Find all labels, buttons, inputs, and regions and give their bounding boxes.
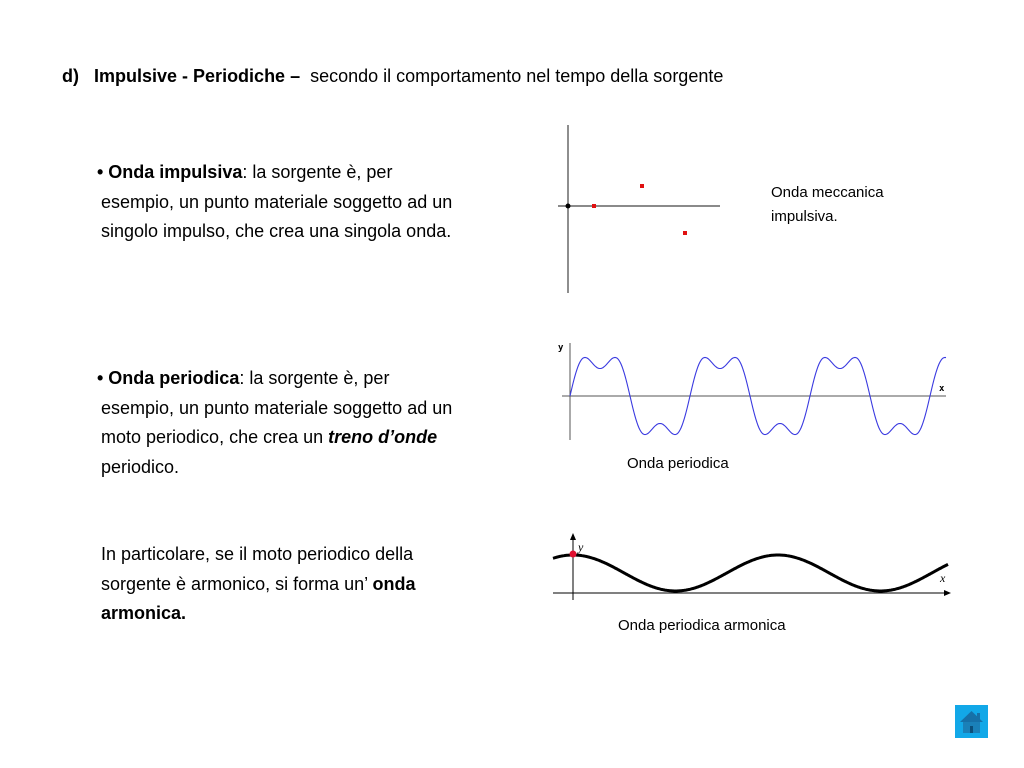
text-line: moto periodico, che crea un <box>101 427 329 447</box>
text-line: esempio, un punto materiale soggetto ad un <box>101 191 453 212</box>
x-axis-label: x <box>939 384 945 394</box>
title-bold: Impulsive - Periodiche – <box>94 66 301 86</box>
text-line: esempio, un punto materiale soggetto ad un <box>101 397 453 418</box>
text-line: periodico. <box>101 456 180 477</box>
impulsive-term: • Onda impulsiva <box>97 162 243 182</box>
text-line: : la sorgente è, per <box>239 368 390 388</box>
caption-line: Onda meccanica <box>771 184 884 201</box>
emphasis-text: treno d’onde <box>328 427 438 447</box>
harmonic-diagram <box>553 533 951 600</box>
impulsive-caption <box>771 181 884 229</box>
y-arrow-icon <box>570 533 576 540</box>
periodic-diagram <box>558 343 946 440</box>
y-axis-label: y <box>558 343 564 353</box>
text-line: In particolare, se il moto periodico della <box>101 544 414 564</box>
bold-text: onda <box>372 573 416 594</box>
source-point <box>566 204 571 209</box>
particle-marker <box>683 231 687 235</box>
text-line: sorgente è armonico, si forma un’ <box>101 573 373 594</box>
title-rest: secondo il comportamento nel tempo della sorgente <box>310 66 724 86</box>
impulsive-diagram <box>558 125 720 293</box>
home-icon <box>955 705 988 738</box>
periodic-caption: Onda periodica <box>627 455 729 472</box>
caption-line: impulsiva. <box>771 208 838 225</box>
particle-marker <box>570 551 577 558</box>
text-line: singolo impulso, che crea una singola onda. <box>101 221 452 241</box>
y-axis-label: y <box>578 540 584 554</box>
title-label: d) <box>62 66 79 86</box>
x-arrow-icon <box>944 590 951 596</box>
periodic-term: • Onda periodica <box>97 368 240 388</box>
x-axis-label: x <box>940 571 946 585</box>
harmonic-wave <box>553 555 948 591</box>
text-line: : la sorgente è, per <box>242 162 393 182</box>
harmonic-caption: Onda periodica armonica <box>618 617 786 634</box>
bold-text: armonica. <box>101 603 187 623</box>
home-button[interactable] <box>955 705 988 738</box>
particle-marker <box>640 184 644 188</box>
particle-marker <box>592 204 596 208</box>
